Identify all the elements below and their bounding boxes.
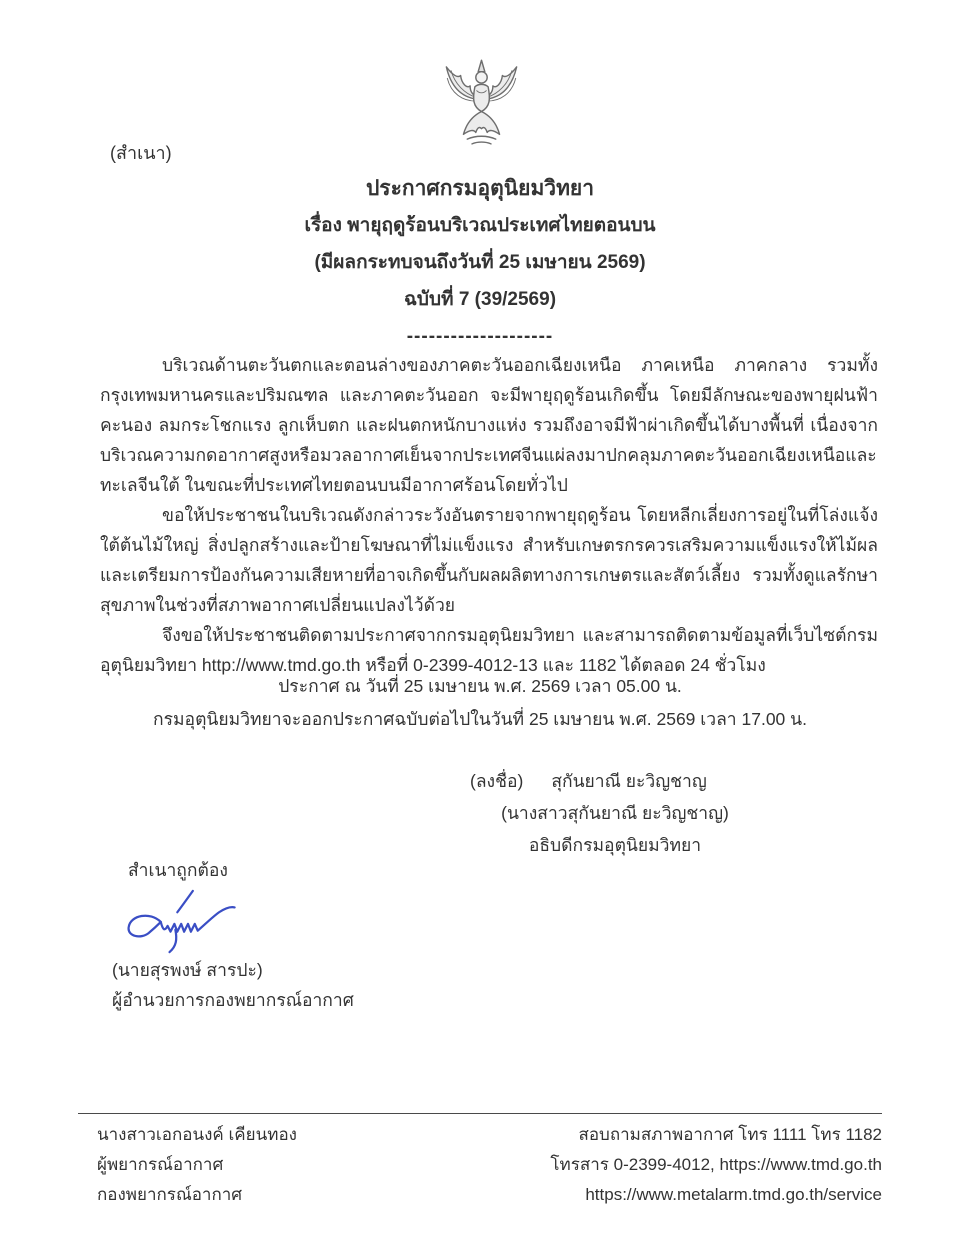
footer-alert-url-line: https://www.metalarm.tmd.go.th/service: [585, 1185, 882, 1204]
footer-forecaster-name: นางสาวเอกอนงค์ เคียนทอง: [97, 1125, 297, 1144]
footer-forecaster-role: ผู้พยากรณ์อากาศ: [97, 1155, 224, 1174]
garuda-emblem-icon: [434, 58, 529, 148]
footer-contact-left: [97, 1120, 297, 1210]
document-issue: ฉบับที่ 7 (39/2569): [403, 289, 557, 310]
footer-contact-right: [550, 1120, 882, 1210]
signer-name: สุกันยาณี ยะวิญชาญ: [551, 771, 707, 791]
signer-position: อธิบดีกรมอุตุนิยมวิทยา: [528, 835, 702, 855]
signed-label: (ลงชื่อ): [470, 771, 524, 791]
announce-date-line: ประกาศ ณ วันที่ 25 เมษายน พ.ศ. 2569 เวลา 05.00 น.: [278, 676, 682, 696]
certified-copy-label: สำเนาถูกต้อง: [128, 860, 228, 880]
document-title: ประกาศกรมอุตุนิยมวิทยา: [365, 177, 595, 200]
footer-forecaster-division: กองพยากรณ์อากาศ: [97, 1185, 243, 1204]
handwritten-signature: [112, 887, 264, 955]
certifier-name: (นายสุรพงษ์ สารปะ): [112, 960, 263, 980]
sign-block: [470, 765, 760, 861]
signer-name-paren: (นางสาวสุกันยาณี ยะวิญชาญ): [501, 803, 729, 823]
certifier-position: ผู้อำนวยการกองพยากรณ์อากาศ: [112, 990, 354, 1010]
body-text: [100, 350, 878, 680]
footer-divider: [78, 1113, 882, 1114]
copy-label: (สำเนา): [110, 143, 172, 163]
title-separator: --------------------: [406, 326, 554, 347]
document-effective: (มีผลกระทบจนถึงวันที่ 25 เมษายน 2569): [314, 252, 646, 273]
announce-block: [0, 670, 960, 736]
certify-block: [112, 855, 354, 1015]
document-subject: เรื่อง พายุฤดูร้อนบริเวณประเทศไทยตอนบน: [304, 215, 656, 236]
title-block: [0, 170, 960, 355]
footer-phone-line: สอบถามสภาพอากาศ โทร 1111 โทร 1182: [578, 1125, 882, 1144]
paragraph-2: ขอให้ประชาชนในบริเวณดังกล่าวระวังอันตรายจากพายุฤดูร้อน โดยหลีกเลี่ยงการอยู่ในที่โล่งแจ้ง ใต้ต้นไม้ใหญ่ สิ่งปลูกสร้างและป้ายโฆษณาที่ไม่แข็งแรง สำหรับเกษตรกรควรเสริมความแข็งแรงให้ไม้ผล และเตรียมการป้องกันความเสียหายที่อาจเกิดขึ้นกับผลผลิตทางการเกษตรและสัตว์เลี้ยง รวมทั้งดูแลรักษาสุขภาพในช่วงที่สภาพอากาศเปลี่ยนแปลงไว้ด้วย: [100, 505, 878, 615]
paragraph-3: จึงขอให้ประชาชนติดตามประกาศจากกรมอุตุนิยมวิทยา และสามารถติดตามข้อมูลที่เว็บไซต์กรมอุตุนิยมวิทยา http://www.tmd.go.th หรือที่ 0-2399-4012-13 และ 1182 ได้ตลอด 24 ชั่วโมง: [100, 625, 878, 675]
footer-fax-website-line: โทรสาร 0-2399-4012, https://www.tmd.go.th: [550, 1155, 882, 1174]
next-announce-date-line: กรมอุตุนิยมวิทยาจะออกประกาศฉบับต่อไปในวันที่ 25 เมษายน พ.ศ. 2569 เวลา 17.00 น.: [153, 709, 807, 729]
paragraph-1: บริเวณด้านตะวันตกและตอนล่างของภาคตะวันออกเฉียงเหนือ ภาคเหนือ ภาคกลาง รวมทั้งกรุงเทพมหานครและปริมณฑล และภาคตะวันออก จะมีพายุฤดูร้อนเกิดขึ้น โดยมีลักษณะของพายุฝนฟ้าคะนอง ลมกระโชกแรง ลูกเห็บตก และฝนตกหนักบางแห่ง รวมถึงอาจมีฟ้าผ่าเกิดขึ้นได้บางพื้นที่ เนื่องจากบริเวณความกดอากาศสูงหรือมวลอากาศเย็นจากประเทศจีนแผ่ลงมาปกคลุมภาคตะวันออกเฉียงเหนือและทะเลจีนใต้ ในขณะที่ประเทศไทยตอนบนมีอากาศร้อนโดยทั่วไป: [100, 355, 878, 495]
